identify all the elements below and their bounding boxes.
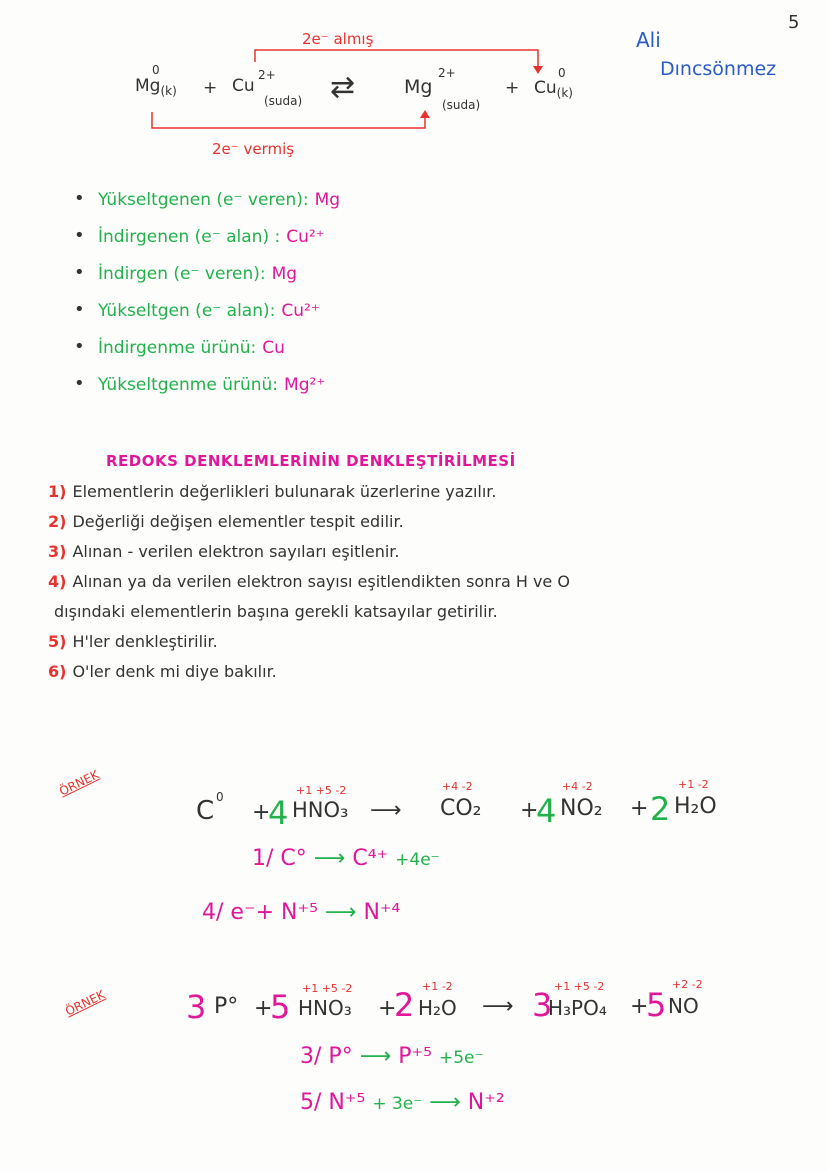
eq1-coef-no2: 4 bbox=[536, 792, 557, 830]
eq1-plus-1: + bbox=[252, 800, 271, 825]
transfer-lost-label: 2e⁻ vermiş bbox=[212, 140, 295, 158]
product-cu: $Cu_{(k)}$ bbox=[534, 78, 573, 100]
eq2-no-ox: +2 -2 bbox=[672, 978, 703, 991]
eq2-coef-p: 3 bbox=[186, 988, 207, 1026]
reactant-mg-charge: 0 bbox=[152, 63, 160, 77]
list-item: • Yükseltgenme ürünü: Mg²⁺ bbox=[74, 375, 340, 412]
section-title: REDOKS DENKLEMLERİNİN DENKLEŞTİRİLMESİ bbox=[106, 452, 516, 470]
list-item: 5) H'ler denkleştirilir. bbox=[48, 632, 218, 651]
eq2-coef-h3po4: 3 bbox=[532, 986, 553, 1024]
eq2-coef-no: 5 bbox=[646, 986, 667, 1024]
eq1-arrow: ⟶ bbox=[370, 798, 402, 823]
list-item: 3) Alınan - verilen elektron sayıları eşitlenir. bbox=[48, 542, 400, 561]
plus-sign-1: + bbox=[203, 78, 218, 98]
steps-list bbox=[48, 482, 808, 692]
eq2-plus-2: + bbox=[378, 996, 397, 1021]
eq1-half-reaction-2: 4/ e⁻+ N⁺⁵ ⟶ N⁺⁴ bbox=[202, 900, 401, 925]
eq1-no2: NO₂ bbox=[560, 796, 603, 821]
author-surname: Dıncsönmez bbox=[660, 58, 777, 80]
reactant-cu-ion-state: (suda) bbox=[264, 94, 303, 108]
eq1-coef-h2o: 2 bbox=[650, 790, 671, 828]
example-label-1: ÖRNEK bbox=[57, 767, 102, 799]
eq1-c-ox: 0 bbox=[216, 790, 224, 804]
product-cu-charge: 0 bbox=[558, 66, 566, 80]
list-item: • İndirgen (e⁻ veren): Mg bbox=[74, 264, 340, 301]
eq2-no: NO bbox=[668, 994, 699, 1018]
eq1-plus-3: + bbox=[630, 796, 649, 821]
reactant-mg: $Mg_{(k)}$ bbox=[135, 76, 177, 98]
list-item: 4) Alınan ya da verilen elektron sayısı eşitlendikten sonra H ve O bbox=[48, 572, 570, 591]
eq1-co2: CO₂ bbox=[440, 796, 482, 821]
page-number: 5 bbox=[788, 12, 800, 33]
eq1-co2-ox: +4 -2 bbox=[442, 780, 473, 793]
eq2-hno3: HNO₃ bbox=[298, 996, 352, 1020]
reactant-cu-ion: Cu bbox=[232, 76, 255, 96]
eq2-h3po4-ox: +1 +5 -2 bbox=[554, 980, 605, 993]
list-item: • Yükseltgenen (e⁻ veren): Mg bbox=[74, 190, 340, 227]
product-mg-ion-charge: 2+ bbox=[438, 66, 456, 80]
plus-sign-2: + bbox=[505, 78, 520, 98]
product-mg-ion: Mg bbox=[404, 76, 433, 98]
list-item: • Yükseltgen (e⁻ alan): Cu²⁺ bbox=[74, 301, 340, 338]
eq1-hno3-ox: +1 +5 -2 bbox=[296, 784, 347, 797]
reactant-cu-ion-charge: 2+ bbox=[258, 68, 276, 82]
eq2-p: P° bbox=[214, 994, 239, 1019]
product-mg-ion-state: (suda) bbox=[442, 98, 481, 112]
eq1-h2o: H₂O bbox=[674, 794, 717, 819]
eq1-half-reaction-1: 1/ C° ⟶ C⁴⁺ +4e⁻ bbox=[252, 846, 440, 871]
eq2-h2o-ox: +1 -2 bbox=[422, 980, 453, 993]
list-item: 6) O'ler denk mi diye bakılır. bbox=[48, 662, 277, 681]
eq1-coef-hno3: 4 bbox=[268, 794, 289, 832]
eq2-coef-h2o: 2 bbox=[394, 986, 415, 1024]
eq2-plus-1: + bbox=[254, 996, 273, 1021]
eq2-half-reaction-1: 3/ P° ⟶ P⁺⁵ +5e⁻ bbox=[300, 1044, 484, 1069]
eq1-no2-ox: +4 -2 bbox=[562, 780, 593, 793]
eq1-c: C bbox=[196, 796, 215, 826]
list-item: • İndirgenme ürünü: Cu bbox=[74, 338, 340, 375]
eq2-h3po4: H₃PO₄ bbox=[548, 996, 607, 1020]
list-item: 2) Değerliği değişen elementler tespit edilir. bbox=[48, 512, 404, 531]
eq1-hno3: HNO₃ bbox=[292, 798, 349, 822]
list-item: dışındaki elementlerin başına gerekli katsayılar getirilir. bbox=[54, 602, 498, 621]
eq2-hno3-ox: +1 +5 -2 bbox=[302, 982, 353, 995]
eq1-plus-2: + bbox=[520, 798, 539, 823]
equilibrium-arrows: ⇄ bbox=[330, 70, 356, 105]
example-label-2: ÖRNEK bbox=[63, 987, 108, 1019]
eq2-arrow: ⟶ bbox=[482, 994, 514, 1019]
eq2-half-reaction-2: 5/ N⁺⁵ + 3e⁻ ⟶ N⁺² bbox=[300, 1090, 505, 1115]
eq2-plus-3: + bbox=[630, 994, 649, 1019]
list-item: 1) Elementlerin değerlikleri bulunarak üzerlerine yazılır. bbox=[48, 482, 497, 501]
eq2-coef-hno3: 5 bbox=[270, 988, 291, 1026]
eq1-h2o-ox: +1 -2 bbox=[678, 778, 709, 791]
author-name: Ali bbox=[636, 28, 661, 52]
eq2-h2o: H₂O bbox=[418, 996, 457, 1020]
redox-terms-list bbox=[74, 190, 340, 412]
list-item: • İndirgenen (e⁻ alan) : Cu²⁺ bbox=[74, 227, 340, 264]
transfer-gained-label: 2e⁻ almış bbox=[302, 30, 374, 48]
